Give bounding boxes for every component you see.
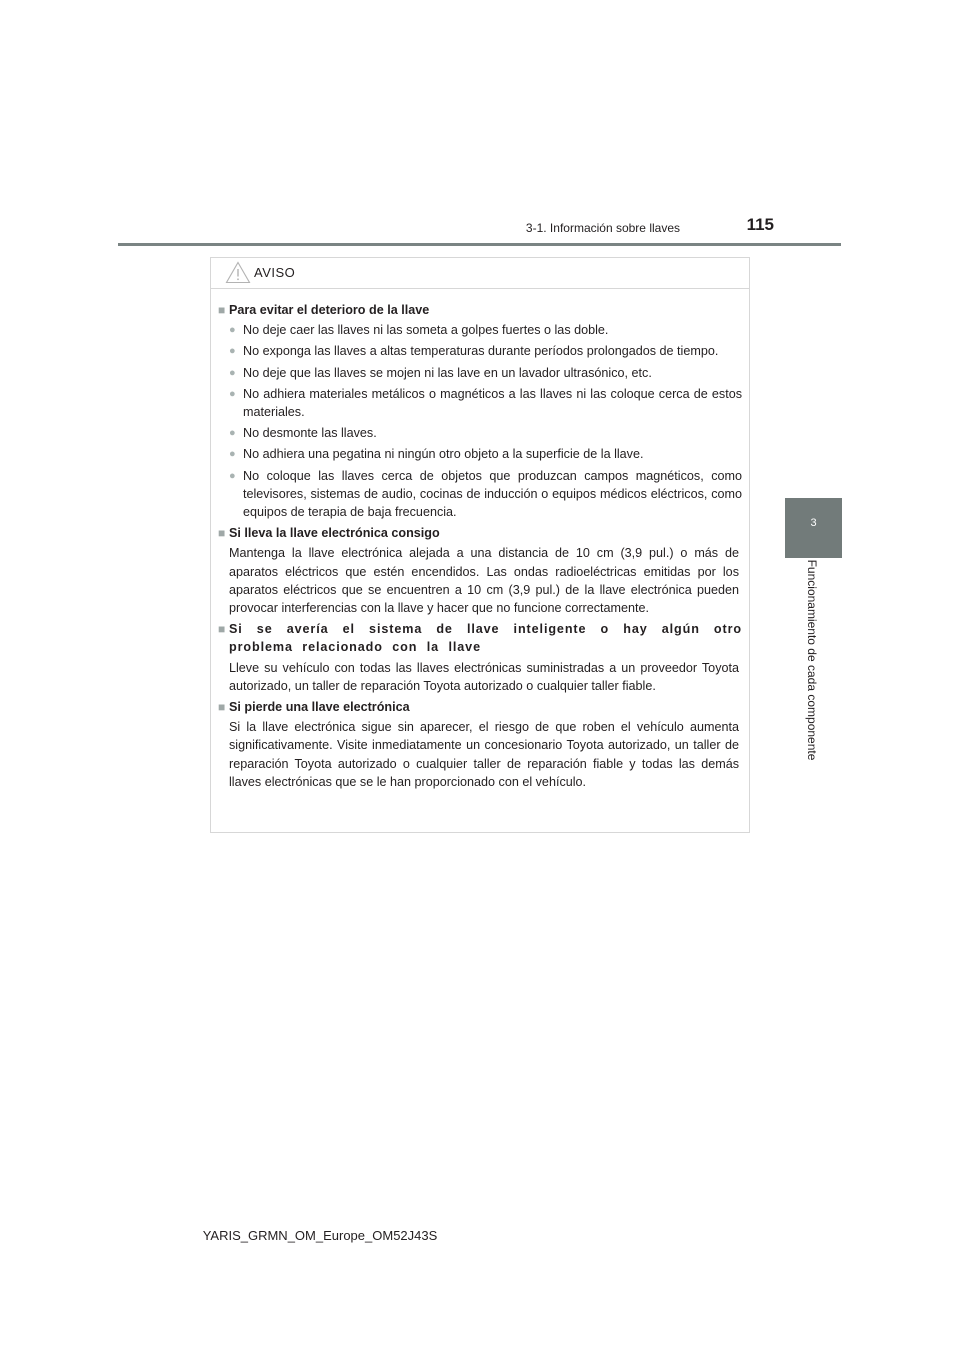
square-bullet-icon: ■ — [218, 700, 226, 715]
list-item: ● No desmonte las llaves. — [218, 424, 742, 442]
warning-triangle-icon — [225, 261, 251, 284]
page-number: 115 — [746, 215, 774, 234]
list-item: ● No coloque las llaves cerca de objetos que produzcan campos magnéticos, como televisores, sistemas de audio, cocinas de inducción o equipos médicos eléctricos, como equipos de terapia de baja frecuencia. — [218, 467, 742, 522]
warning-header — [211, 258, 749, 289]
warning-box — [210, 257, 750, 833]
circle-bullet-icon: ● — [229, 387, 236, 400]
section-deterioration — [218, 301, 742, 521]
square-bullet-icon: ■ — [218, 526, 226, 541]
section-carry-key — [218, 524, 742, 617]
section-heading: ■ Si lleva la llave electrónica consigo — [218, 524, 742, 542]
chapter-tab — [785, 498, 842, 558]
circle-bullet-icon: ● — [229, 469, 236, 482]
section-lost-key — [218, 698, 742, 791]
square-bullet-icon: ■ — [218, 622, 226, 637]
square-bullet-icon: ■ — [218, 303, 226, 317]
section-heading: ■ Si se avería el sistema de llave inteligente o hay algún otro problema relacionado con la llave — [218, 620, 742, 656]
circle-bullet-icon: ● — [229, 427, 236, 440]
chapter-title-vertical: Funcionamiento de cada componente — [805, 559, 819, 761]
list-item: ● No adhiera materiales metálicos o magnéticos a las llaves ni las coloque cerca de estos materiales. — [218, 385, 742, 421]
footer-doc-code: YARIS_GRMN_OM_Europe_OM52J43S — [202, 1228, 438, 1243]
section-heading: ■ Si pierde una llave electrónica — [218, 698, 742, 716]
header-rule — [118, 243, 841, 246]
section-heading: ■ Para evitar el deterioro de la llave — [218, 301, 742, 319]
warning-body — [211, 289, 749, 791]
section-paragraph: Si la llave electrónica sigue sin aparecer, el riesgo de que roben el vehículo aumenta significativamente. Visite inmediatamente un concesionario Toyota autorizado, un taller de reparación Toyota autorizado o cualquier taller de reparación fiable y todas las demás llaves electrónicas que se le han proporcionado con el vehículo. — [229, 720, 739, 789]
chapter-number: 3 — [810, 517, 817, 529]
warning-title: AVISO — [254, 265, 296, 280]
section-paragraph: Mantenga la llave electrónica alejada a una distancia de 10 cm (3,9 pul.) o más de aparatos eléctricos que estén encendidos. Las ondas radioeléctricas emitidas por los aparatos eléctricos que se encuentren a 10 cm (3,9 pul.) de la llave electrónica pueden provocar interferencias con la llave y hacer que no funcione correctamente. — [229, 546, 739, 616]
section-title-header: 3-1. Información sobre llaves — [525, 221, 680, 235]
list-item: ● No deje que las llaves se mojen ni las lave en un lavador ultrasónico, etc. — [218, 364, 742, 382]
list-item: ● No deje caer las llaves ni las someta a golpes fuertes o las doble. — [218, 321, 742, 339]
circle-bullet-icon: ● — [229, 448, 236, 461]
list-item: ● No adhiera una pegatina ni ningún otro objeto a la superficie de la llave. — [218, 445, 742, 463]
circle-bullet-icon: ● — [229, 324, 236, 337]
section-paragraph: Lleve su vehículo con todas las llaves electrónicas suministradas a un proveedor Toyota autorizado, un taller de reparación Toyota autorizado o cualquier taller fiable. — [229, 660, 739, 693]
circle-bullet-icon: ● — [229, 366, 236, 379]
list-item: ● No exponga las llaves a altas temperaturas durante períodos prolongados de tiempo. — [218, 342, 742, 360]
section-system-fault — [218, 620, 742, 695]
circle-bullet-icon: ● — [229, 345, 236, 358]
